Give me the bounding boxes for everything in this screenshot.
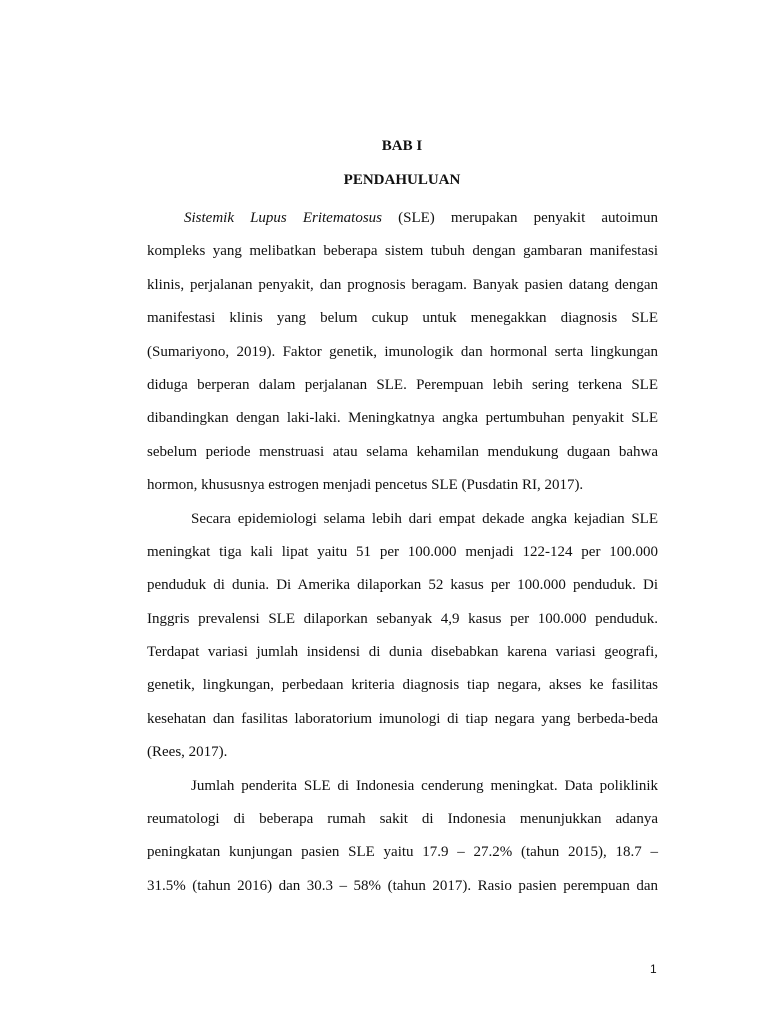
paragraph-1-line-3: klinis, perjalanan penyakit, dan prognosis beragam. Banyak pasien datang dengan [147, 276, 658, 293]
body-text [147, 202, 658, 903]
paragraph-3-line-2: reumatologi di beberapa rumah sakit di Indonesia menunjukkan adanya [147, 811, 658, 828]
chapter-title: PENDAHULUAN [343, 172, 461, 188]
paragraph-1-line-8: sebelum periode menstruasi atau selama kehamilan mendukung dugaan bahwa [147, 443, 658, 460]
paragraph-2-line-8: (Rees, 2017). [147, 744, 228, 761]
page-number: 1 [650, 962, 657, 976]
paragraph-2-line-2: meningkat tiga kali lipat yaitu 51 per 100.000 menjadi 122-124 per 100.000 [147, 543, 658, 560]
paragraph-2-line-4: Inggris prevalensi SLE dilaporkan sebanyak 4,9 kasus per 100.000 penduduk. [147, 610, 658, 627]
paragraph-2-line-5: Terdapat variasi jumlah insidensi di dunia disebabkan karena variasi geografi, [147, 644, 658, 661]
paragraph-2-line-6: genetik, lingkungan, perbedaan kriteria diagnosis tiap negara, akses ke fasilitas [147, 677, 658, 694]
paragraph-2-line-3: penduduk di dunia. Di Amerika dilaporkan 52 kasus per 100.000 penduduk. Di [147, 577, 658, 594]
paragraph-1-line-5: (Sumariyono, 2019). Faktor genetik, imunologik dan hormonal serta lingkungan [147, 343, 658, 360]
paragraph-3-line-4: 31.5% (tahun 2016) dan 30.3 – 58% (tahun 2017). Rasio pasien perempuan dan [147, 877, 658, 894]
paragraph-1-line-4: manifestasi klinis yang belum cukup untuk menegakkan diagnosis SLE [147, 310, 658, 327]
paragraph-1-line-7: dibandingkan dengan laki-laki. Meningkatnya angka pertumbuhan penyakit SLE [147, 410, 658, 427]
paragraph-1-line-1: Sistemik Lupus Eritematosus (SLE) merupakan penyakit autoimun [184, 210, 658, 226]
paragraph-2-line-7: kesehatan dan fasilitas laboratorium imunologi di tiap negara yang berbeda-beda [147, 710, 658, 727]
paragraph-3-line-1: Jumlah penderita SLE di Indonesia cenderung meningkat. Data poliklinik [191, 777, 658, 794]
chapter-heading: BAB I [381, 138, 423, 154]
paragraph-1-line-2: kompleks yang melibatkan beberapa sistem tubuh dengan gambaran manifestasi [147, 243, 658, 260]
paragraph-3-line-3: peningkatan kunjungan pasien SLE yaitu 17.9 – 27.2% (tahun 2015), 18.7 – [147, 844, 658, 861]
paragraph-1-line-9: hormon, khususnya estrogen menjadi pencetus SLE (Pusdatin RI, 2017). [147, 477, 584, 494]
paragraph-1-line-6: diduga berperan dalam perjalanan SLE. Perempuan lebih sering terkena SLE [147, 376, 658, 393]
paragraph-2-line-1: Secara epidemiologi selama lebih dari empat dekade angka kejadian SLE [191, 510, 658, 527]
